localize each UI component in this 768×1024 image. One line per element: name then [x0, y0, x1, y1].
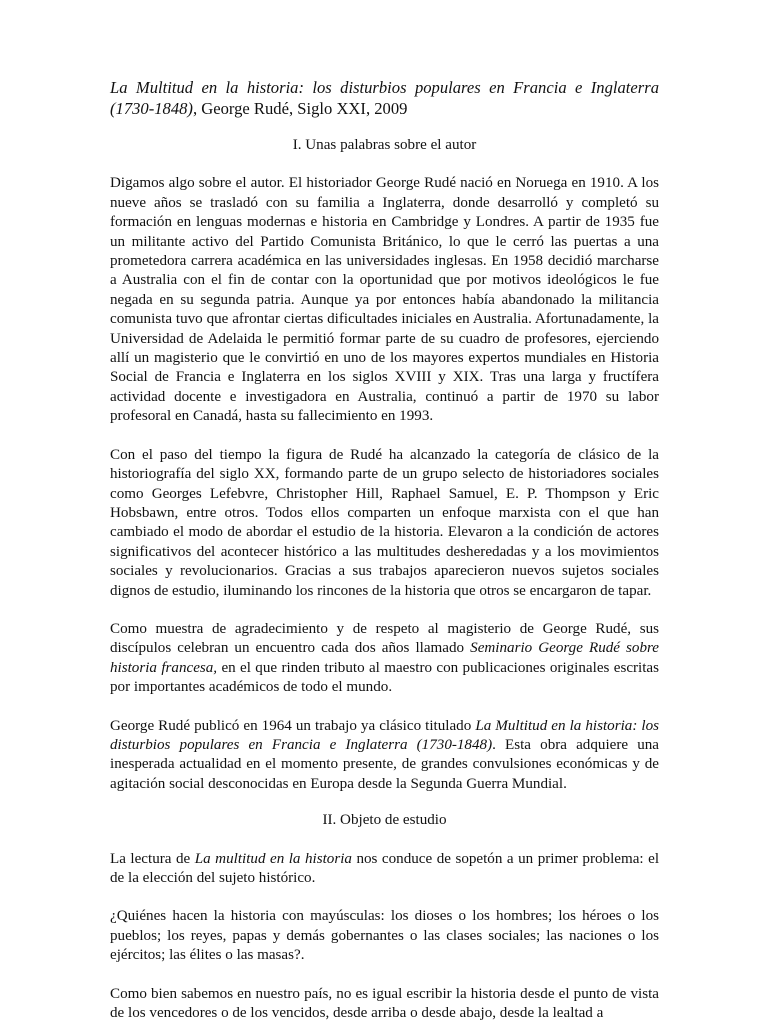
paragraph-perspective: Como bien sabemos en nuestro país, no es igual escribir la historia desde el punto de vista de los vencedores o de los vencidos, desde arriba o desde abajo, desde la lealtad a	[110, 985, 659, 1022]
paragraph-seminar-text-2: en el que rinden tributo al maestro con publicaciones originales escritas por importantes académicos de todo el mundo.	[110, 659, 660, 696]
seminar-name-italic: Seminario George Rudé sobre historia francesa,	[110, 640, 660, 676]
paragraph-book-text-2: . Esta obra adquiere una inesperada actualidad en el momento presente, de grandes convulsiones económicas y de agitación social desconocidas en Europa desde la Segunda Guerra Mundial.	[110, 736, 659, 792]
document-title	[110, 78, 659, 119]
paragraph-reading-text-2: nos conduce de sopetón a un primer problema: el de la elección del sujeto histórico.	[110, 850, 660, 886]
paragraph-book-text-1: George Rudé publicó en 1964 un trabajo ya clásico titulado	[110, 717, 476, 734]
paragraph-reading	[110, 850, 659, 889]
paragraph-book	[110, 717, 659, 795]
section-heading-object: II. Objeto de estudio	[322, 812, 447, 829]
book-title-short-italic: La multitud en la historia	[194, 850, 352, 867]
section-heading-author: I. Unas palabras sobre el autor	[292, 137, 477, 153]
paragraph-seminar-text-1: Como muestra de agradecimiento y de respeto al magisterio de George Rudé, sus discípulos celebran un encuentro cada dos años llamado	[110, 620, 659, 657]
paragraph-author-bio: Digamos algo sobre el autor. El historiador George Rudé nació en Noruega en 1910. A los nueve años se trasladó con su familia a Inglaterra, donde desarrolló y completó su formación en lenguas modernas e historia en Cambridge y Londres. A partir de 1935 fue un militante activo del Partido Comunista Británico, lo que le cerró las puertas a una prometedora carrera académica en las universidades inglesas. En 1958 decidió marcharse a Australia con el fin de contar con la oportunidad que por motivos ideológicos le fue negada en su segunda patria. Aunque ya por entonces había abandonado la militancia comunista tuvo que afrontar ciertas dificultades iniciales en Australia. Afortunadamente, la Universidad de Adelaida le permitió formar parte de su cuadro de profesores, ejerciendo allí un magisterio que le convirtió en uno de los mayores expertos mundiales en Historia Social de Francia e Inglaterra en los siglos XVIII y XIX. Tras una larga y fructífera actividad docente e investigadora en Australia, continuó a partir de 1970 su labor profesoral en Canadá, hasta su fallecimiento en 1993.	[110, 175, 659, 425]
paragraph-reading-text-1: La lectura de	[110, 850, 195, 867]
book-title-inline-italic: La Multitud en la historia: los disturbios populares en Francia e Inglaterra (1730-1848)	[110, 717, 659, 753]
book-title-italic: La Multitud en la historia: los disturbios populares en Francia e Inglaterra (1730-1848)	[110, 78, 659, 118]
paragraph-questions: ¿Quiénes hacen la historia con mayúsculas: los dioses o los hombres; los héroes o los pueblos; los reyes, papas y demás gobernantes o las clases sociales; las naciones o los ejércitos; las élites o las masas?.	[110, 908, 659, 964]
document-page	[110, 78, 659, 1023]
paragraph-historiography: Con el paso del tiempo la figura de Rudé ha alcanzado la categoría de clásico de la historiografía del siglo XX, formando parte de un grupo selecto de historiadores sociales como Georges Lefebvre, Christopher Hill, Raphael Samuel, E. P. Thompson y Eric Hobsbawn, entre otros. Todos ellos comparten un enfoque marxista con el que han cambiado el modo de abordar el estudio de la historia. Elevaron a la condición de actores significativos del acontecer histórico a las multitudes desheredadas y a los movimientos sociales y revolucionarios. Gracias a sus trabajos aparecieron nuevos sujetos sociales dignos de estudio, iluminando los rincones de la historia que otros se encargaron de tapar.	[110, 446, 659, 599]
book-title-details: , George Rudé, Siglo XXI, 2009	[192, 98, 408, 118]
paragraph-seminar	[110, 620, 659, 698]
